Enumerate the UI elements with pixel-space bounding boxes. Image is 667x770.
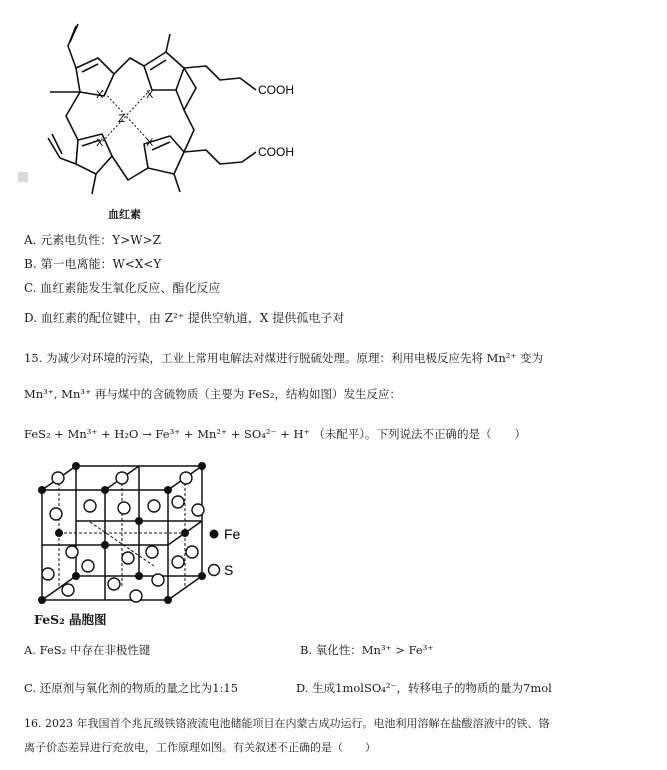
atom-x-label-2: X: [146, 89, 154, 101]
pyrrole-ring-bottom-left: [76, 134, 112, 174]
q14-option-a: A. 元素电负性：Y>W>Z: [24, 233, 161, 247]
pyrrole-ring-top-left: [76, 58, 114, 96]
q14-option-c: C. 血红素能发生氧化反应、酯化反应: [24, 281, 221, 295]
q16-stem-line-1: 16. 2023 年我国首个兆瓦级铁铬液流电池储能项目在内蒙古成功运行。电池利用溶解在盐酸溶液中的铁、铬: [24, 717, 550, 730]
atom-x-label-1: X: [96, 89, 104, 101]
q15-equation: FeS₂ + Mn³⁺ + H₂O → Fe³⁺ + Mn²⁺ + SO₄²⁻ + H⁺ （未配平）。下列说法不正确的是（ ）: [24, 427, 527, 441]
atom-z-label: Z: [118, 113, 125, 125]
q15-option-d: D. 生成1molSO₄²⁻，转移电子的物质的量为7mol: [296, 681, 552, 695]
q15-option-c: C. 还原剂与氧化剂的物质的量之比为1:15: [24, 681, 239, 695]
s-legend-marker: [209, 565, 220, 576]
q15-option-a: A. FeS₂ 中存在非极性键: [24, 643, 151, 657]
q15-option-b: B. 氧化性：Mn³⁺ > Fe³⁺: [300, 643, 434, 657]
heme-structure-diagram: [20, 18, 320, 208]
q15-stem-line-1: 15. 为减少对环境的污染，工业上常用电解法对煤进行脱硫处理。原理：利用电极反应先将 Mn²⁺ 变为: [24, 351, 544, 365]
q14-option-d: D. 血红素的配位键中，由 Z²⁺ 提供空轨道，X 提供孤电子对: [24, 311, 345, 325]
fes2-unit-cell-diagram: [28, 456, 258, 616]
q15-stem-line-2: Mn³⁺, Mn³⁺ 再与煤中的含硫物质（主要为 FeS₂，结构如图）发生反应：: [24, 387, 401, 401]
scan-artifact: [18, 172, 28, 182]
cooh-label-top: COOH: [258, 83, 294, 97]
q16-stem-line-2: 离子价态差异进行充放电，工作原理如图。有关叙述不正确的是（ ）: [24, 741, 376, 754]
s-legend-label: S: [224, 562, 234, 578]
q14-option-b: B. 第一电离能：W<X<Y: [24, 257, 162, 271]
pyrrole-ring-top-right: [144, 52, 184, 90]
fes2-figure-caption: FeS₂ 晶胞图: [34, 612, 107, 627]
cooh-label-bottom: COOH: [258, 145, 294, 159]
atom-x-label-3: X: [96, 137, 104, 149]
atom-x-label-4: X: [146, 137, 154, 149]
fe-legend-marker: [210, 530, 219, 539]
fe-legend-label: Fe: [224, 526, 241, 542]
heme-caption: 血红素: [108, 208, 141, 221]
